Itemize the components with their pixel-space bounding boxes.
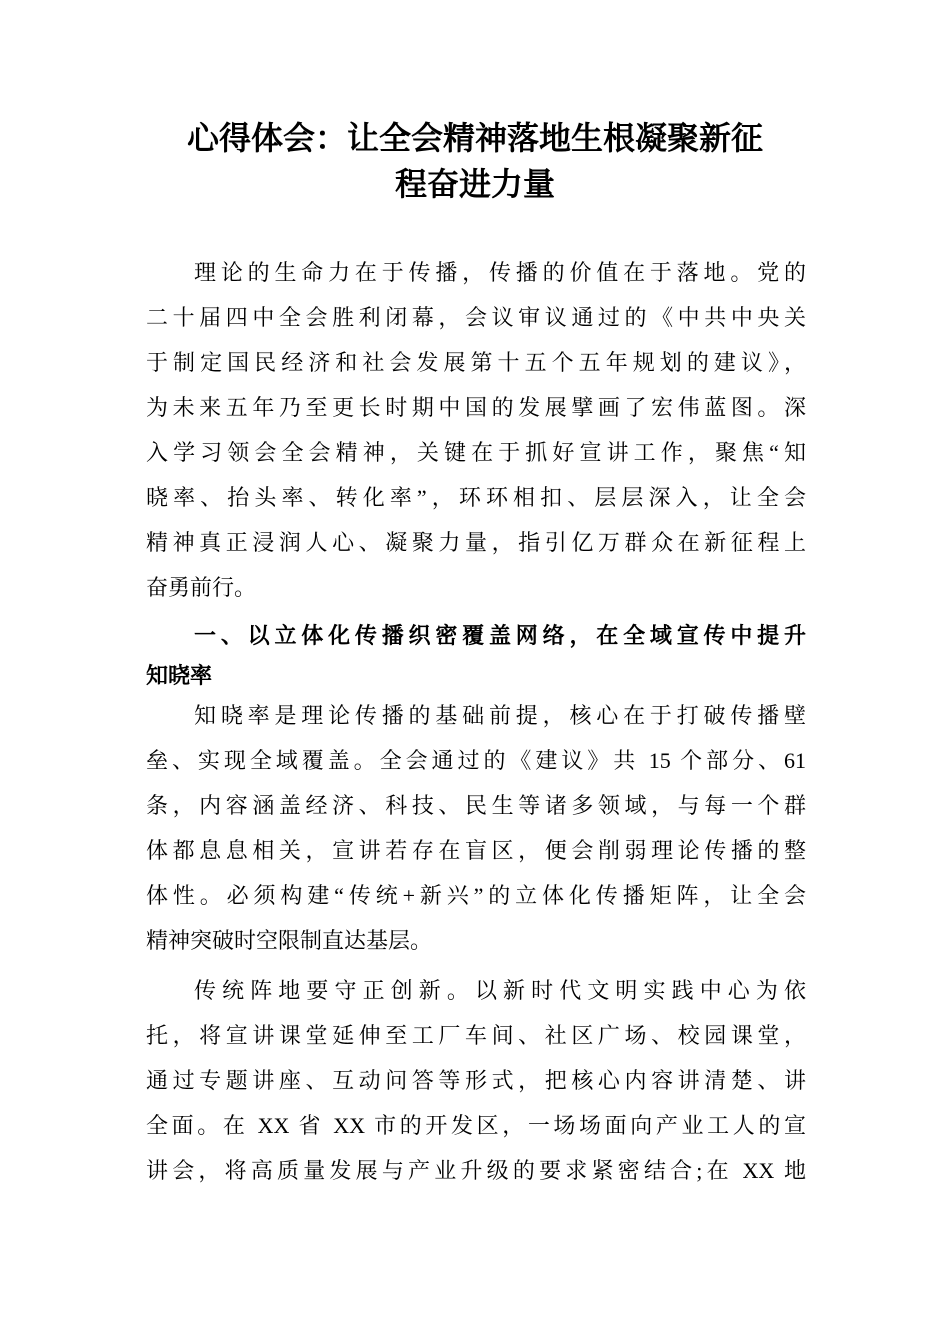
text-line: 理论的生命力在于传播，传播的价值在于落地。党的 [194,260,806,285]
text-line: 传统阵地要守正创新。以新时代文明实践中心为依 [194,978,806,1003]
document-title [140,115,810,207]
text-line: 于制定国民经济和社会发展第十五个五年规划的建议》， [146,350,806,375]
title-line: 心得体会：让全会精神落地生根凝聚新征 [186,120,763,156]
heading-line: 一、以立体化传播织密覆盖网络，在全域宣传中提升 [194,623,806,648]
text-line: 条，内容涵盖经济、科技、民生等诸多领域，与每一个群 [146,793,806,818]
body-paragraph [146,968,806,1193]
text-line: 晓率、抬头率、转化率”，环环相扣、层层深入，让全会 [146,485,806,510]
text-line: 垒、实现全域覆盖。全会通过的《建议》共 15 个部分、61 [146,748,806,773]
heading-line: 知晓率 [146,663,213,688]
body-paragraph [146,693,806,963]
text-line: 知晓率是理论传播的基础前提，核心在于打破传播壁 [194,703,806,728]
text-line: 全面。在 XX 省 XX 市的开发区，一场场面向产业工人的宣 [146,1113,806,1138]
text-line: 精神真正浸润人心、凝聚力量，指引亿万群众在新征程上 [146,530,806,555]
section-heading [146,616,806,696]
text-line: 体性。必须构建“传统+新兴”的立体化传播矩阵，让全会 [146,883,806,908]
text-line: 入学习领会全会精神，关键在于抓好宣讲工作，聚焦“知 [146,440,806,465]
text-line: 精神突破时空限制直达基层。 [146,928,433,953]
text-line: 通过专题讲座、互动问答等形式，把核心内容讲清楚、讲 [146,1068,806,1093]
text-line: 讲会，将高质量发展与产业升级的要求紧密结合;在 XX 地 [146,1158,806,1183]
text-line: 为未来五年乃至更长时期中国的发展擘画了宏伟蓝图。深 [146,395,806,420]
intro-paragraph [146,250,806,610]
text-line: 奋勇前行。 [146,575,257,600]
text-line: 二十届四中全会胜利闭幕，会议审议通过的《中共中央关 [146,305,806,330]
text-line: 体都息息相关，宣讲若存在盲区，便会削弱理论传播的整 [146,838,806,863]
text-line: 托，将宣讲课堂延伸至工厂车间、社区广场、校园课堂， [146,1023,806,1048]
title-line: 程奋进力量 [394,166,555,202]
